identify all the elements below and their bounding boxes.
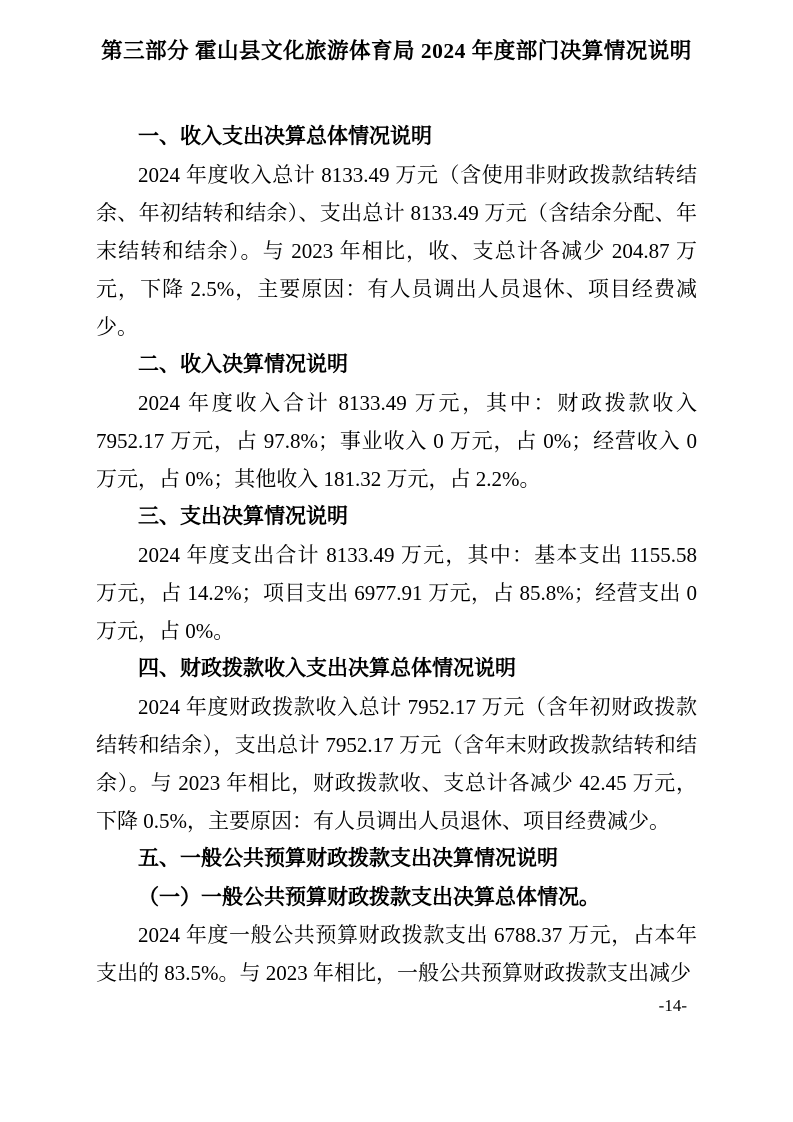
section-income-details [96, 346, 697, 498]
section-4-heading: 四、财政拨款收入支出决算总体情况说明 [138, 657, 516, 680]
section-general-public-budget [96, 840, 697, 992]
section-expenditure-details [96, 498, 697, 650]
section-5-paragraph: 2024 年度一般公共预算财政拨款支出 6788.37 万元，占本年支出的 83.5%。与 2023 年相比，一般公共预算财政拨款支出减少 [96, 923, 697, 985]
section-1-heading: 一、收入支出决算总体情况说明 [138, 125, 432, 148]
section-4-paragraph: 2024 年度财政拨款收入总计 7952.17 万元（含年初财政拨款结转和结余），支出总计 7952.17 万元（含年末财政拨款结转和结余）。与 2023 年相比，财政拨款收、支总计各减少 42.45 万元，下降 0.5%，主要原因：有人员调出人员退休、项目经费减少。 [96, 695, 697, 833]
section-2-heading: 二、收入决算情况说明 [138, 353, 348, 376]
section-2-paragraph: 2024 年度收入合计 8133.49 万元，其中：财政拨款收入 7952.17 万元，占 97.8%；事业收入 0 万元，占 0%；经营收入 0 万元，占 0%；其他收入 181.32 万元，占 2.2%。 [96, 391, 697, 491]
section-3-heading: 三、支出决算情况说明 [138, 505, 348, 528]
page-number: -14- [658, 996, 687, 1015]
page-title: 第三部分 霍山县文化旅游体育局 2024 年度部门决算情况说明 [101, 39, 692, 63]
section-3-paragraph: 2024 年度支出合计 8133.49 万元，其中：基本支出 1155.58 万元，占 14.2%；项目支出 6977.91 万元，占 85.8%；经营支出 0 万元，占 0%。 [96, 543, 697, 643]
section-5-subheading: （一）一般公共预算财政拨款支出决算总体情况。 [138, 885, 600, 909]
section-5-heading: 五、一般公共预算财政拨款支出决算情况说明 [138, 847, 558, 870]
section-1-paragraph: 2024 年度收入总计 8133.49 万元（含使用非财政拨款结转结余、年初结转和结余）、支出总计 8133.49 万元（含结余分配、年末结转和结余）。与 2023 年相比，收、支总计各减少 204.87 万元，下降 2.5%，主要原因：有人员调出人员退休、项目经费减少。 [96, 163, 697, 339]
section-fiscal-appropriation-overview [96, 650, 697, 840]
section-income-expenditure-overview [96, 118, 697, 346]
